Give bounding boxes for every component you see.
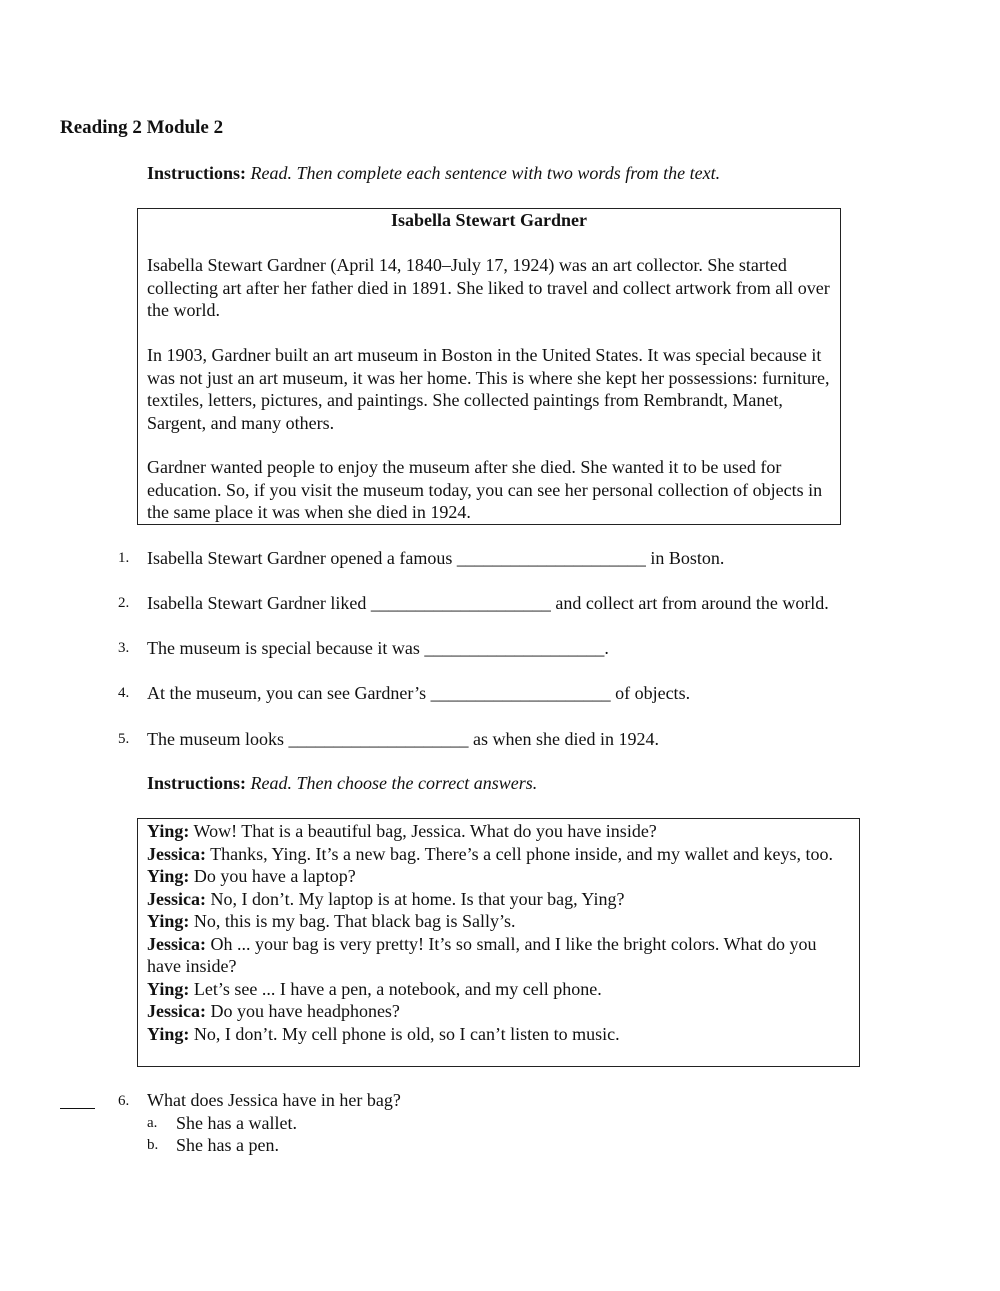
question-number: 5. [118,731,130,747]
line-text: Do you have headphones? [210,1001,400,1021]
question-text: At the museum, you can see Gardner’s ____________________ of objects. [147,683,691,703]
line-text: Do you have a laptop? [193,866,356,886]
dialogue-line [147,1023,855,1046]
instructions-1-text: Read. Then complete each sentence with two words from the text. [250,163,721,183]
passage-paragraph-1: Isabella Stewart Gardner (April 14, 1840–July 17, 1924) was an art collector. She started collecting art after her father died in 1891. She liked to travel and collect artwork from all over the world. [147,255,830,321]
instructions-1-label: Instructions: [147,163,247,183]
dialogue-line [147,843,855,866]
line-text: Wow! That is a beautiful bag, Jessica. What do you have inside? [193,821,657,841]
question-text: What does Jessica have in her bag? [147,1090,401,1110]
dialogue-line [147,910,855,933]
speaker: Jessica: [147,1001,206,1021]
passage-paragraph-3: Gardner wanted people to enjoy the museum after she died. She wanted it to be used for education. So, if you visit the museum today, you can see her personal collection of objects in the same place it was when she died in 1924. [147,457,823,523]
dialogue-line [147,1000,855,1023]
question-text: Isabella Stewart Gardner opened a famous _____________________ in Boston. [147,548,725,568]
speaker: Jessica: [147,888,206,909]
speaker: Ying: [147,866,190,886]
reading-passage-box [137,208,841,525]
instructions-2-text: Read. Then choose the correct answers. [250,773,538,793]
dialogue-box [137,818,860,1067]
dialogue-line [147,888,855,911]
line-text: No, I don’t. My laptop is at home. Is that your bag, Ying? [210,888,625,909]
speaker: Jessica: [147,933,206,954]
speaker: Ying: [147,1023,190,1044]
option-letter: b. [147,1137,159,1153]
dialogue-line [147,865,855,888]
answer-blank[interactable] [60,1108,95,1109]
instructions-2-label: Instructions: [147,773,247,793]
dialogue-line [147,933,855,978]
speaker: Ying: [147,978,190,999]
question-number: 4. [118,685,130,701]
passage-title: Isabella Stewart Gardner [391,210,587,230]
dialogue-line [147,978,855,1001]
question-number: 3. [118,640,130,656]
speaker: Ying: [147,911,190,931]
speaker: Jessica: [147,843,206,864]
line-text: No, I don’t. My cell phone is old, so I can’t listen to music. [193,1023,620,1044]
line-text: Thanks, Ying. It’s a new bag. There’s a cell phone inside, and my wallet and keys, too. [210,843,834,864]
option-a[interactable]: She has a wallet. [176,1113,297,1133]
option-letter: a. [147,1115,158,1131]
passage-paragraph-2: In 1903, Gardner built an art museum in Boston in the United States. It was special because it was not just an art museum, it was her home. This is where she kept her possessions: furniture, textiles, letters, pictures, and paintings. She collected paintings from Rembrandt, Manet, Sargent, and many others. [147,345,830,433]
line-text: Oh ... your bag is very pretty! It’s so small, and I like the bright colors. What do you have inside? [147,933,817,976]
dialogue-line [147,820,855,843]
page-title: Reading 2 Module 2 [60,117,224,138]
instructions-1 [147,163,720,184]
instructions-2 [147,773,537,794]
question-number: 2. [118,595,130,611]
question-text: Isabella Stewart Gardner liked ____________________ and collect art from around the world. [147,593,829,613]
question-number: 6. [118,1093,130,1109]
question-number: 1. [118,550,130,566]
line-text: Let’s see ... I have a pen, a notebook, and my cell phone. [193,978,602,999]
question-text: The museum looks ____________________ as when she died in 1924. [147,729,659,749]
option-b[interactable]: She has a pen. [176,1135,279,1155]
dialogue [147,820,855,1045]
line-text: No, this is my bag. That black bag is Sally’s. [193,911,516,931]
question-text: The museum is special because it was ____________________. [147,638,609,658]
speaker: Ying: [147,821,190,841]
